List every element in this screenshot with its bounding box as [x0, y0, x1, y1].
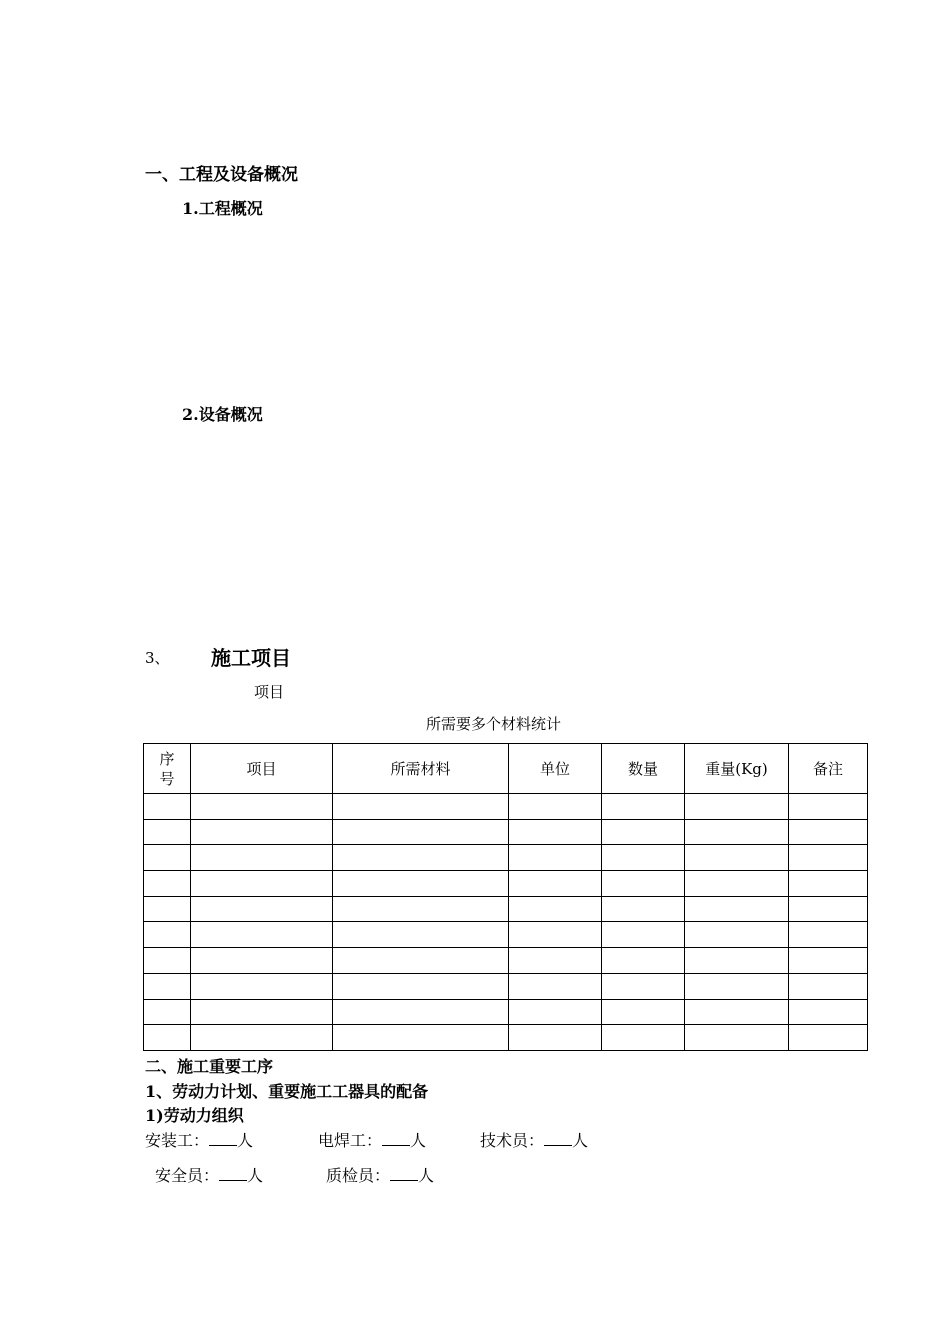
table-cell[interactable]: [333, 794, 509, 820]
table-cell[interactable]: [685, 948, 789, 974]
header-quantity: 数量: [602, 744, 685, 794]
labor-technician: 技术员： 人: [480, 1131, 589, 1150]
table-cell[interactable]: [144, 1025, 191, 1051]
table-cell[interactable]: [191, 871, 333, 897]
table-row: [144, 845, 868, 871]
header-seq: 序 号: [144, 744, 191, 794]
table-cell[interactable]: [789, 922, 868, 948]
table-cell[interactable]: [602, 819, 685, 845]
table-cell[interactable]: [333, 896, 509, 922]
table-cell[interactable]: [333, 948, 509, 974]
section1-title: 一、工程及设备概况: [145, 165, 298, 185]
table-cell[interactable]: [602, 845, 685, 871]
table-cell[interactable]: [191, 999, 333, 1025]
labor-safety: 安全员： 人: [155, 1166, 264, 1185]
table-caption: 所需要多个材料统计: [426, 715, 562, 733]
qc-label: 质检员：: [326, 1166, 391, 1185]
table-cell[interactable]: [685, 819, 789, 845]
installer-blank[interactable]: [209, 1131, 237, 1146]
table-cell[interactable]: [333, 819, 509, 845]
table-cell[interactable]: [509, 1025, 602, 1051]
table-row: [144, 973, 868, 999]
table-cell[interactable]: [144, 922, 191, 948]
table-cell[interactable]: [789, 845, 868, 871]
table-cell[interactable]: [333, 845, 509, 871]
table-cell[interactable]: [191, 819, 333, 845]
table-cell[interactable]: [144, 999, 191, 1025]
subsection-project-overview: 1.工程概况: [182, 199, 263, 218]
table-cell[interactable]: [602, 948, 685, 974]
subsection-equipment-overview: 2.设备概况: [182, 405, 263, 424]
table-cell[interactable]: [789, 1025, 868, 1051]
table-cell[interactable]: [509, 948, 602, 974]
header-unit: 单位: [509, 744, 602, 794]
table-cell[interactable]: [685, 973, 789, 999]
table-cell[interactable]: [602, 999, 685, 1025]
table-cell[interactable]: [685, 845, 789, 871]
table-cell[interactable]: [509, 794, 602, 820]
table-cell[interactable]: [144, 896, 191, 922]
table-cell[interactable]: [144, 845, 191, 871]
section2-title: 二、施工重要工序: [145, 1057, 274, 1076]
table-cell[interactable]: [602, 973, 685, 999]
table-cell[interactable]: [144, 819, 191, 845]
table-cell[interactable]: [333, 1025, 509, 1051]
table-cell[interactable]: [602, 794, 685, 820]
item3-label: 项目: [254, 683, 285, 701]
table-cell[interactable]: [191, 1025, 333, 1051]
item3-title: 施工项目: [211, 646, 291, 670]
table-cell[interactable]: [602, 896, 685, 922]
item3-number: 3、: [145, 649, 170, 667]
table-cell[interactable]: [685, 1025, 789, 1051]
header-materials: 所需材料: [333, 744, 509, 794]
table-cell[interactable]: [789, 999, 868, 1025]
welder-blank[interactable]: [382, 1131, 410, 1146]
table-cell[interactable]: [144, 948, 191, 974]
table-cell[interactable]: [602, 1025, 685, 1051]
table-row: [144, 948, 868, 974]
table-cell[interactable]: [191, 794, 333, 820]
safety-label: 安全员：: [155, 1166, 220, 1185]
table-cell[interactable]: [789, 871, 868, 897]
welder-label: 电焊工：: [318, 1131, 383, 1150]
table-cell[interactable]: [685, 999, 789, 1025]
table-cell[interactable]: [191, 973, 333, 999]
table-cell[interactable]: [509, 845, 602, 871]
table-row: [144, 1025, 868, 1051]
table-row: [144, 819, 868, 845]
table-cell[interactable]: [602, 871, 685, 897]
table-cell[interactable]: [509, 896, 602, 922]
materials-table: [143, 743, 868, 1051]
header-item: 项目: [191, 744, 333, 794]
table-cell[interactable]: [789, 896, 868, 922]
header-remarks: 备注: [789, 744, 868, 794]
table-cell[interactable]: [789, 948, 868, 974]
table-header-row: [144, 744, 868, 794]
safety-blank[interactable]: [219, 1166, 247, 1181]
table-cell[interactable]: [509, 871, 602, 897]
labor-qc: 质检员： 人: [326, 1166, 435, 1185]
table-cell[interactable]: [191, 845, 333, 871]
table-cell[interactable]: [509, 999, 602, 1025]
table-cell[interactable]: [685, 871, 789, 897]
table-cell[interactable]: [685, 896, 789, 922]
table-row: [144, 794, 868, 820]
table-row: [144, 999, 868, 1025]
subsection-labor-plan: 1、劳动力计划、重要施工工器具的配备: [145, 1082, 429, 1101]
table-row: [144, 871, 868, 897]
technician-blank[interactable]: [544, 1131, 572, 1146]
table-cell[interactable]: [789, 819, 868, 845]
table-cell[interactable]: [144, 871, 191, 897]
qc-blank[interactable]: [390, 1166, 418, 1181]
table-cell[interactable]: [144, 794, 191, 820]
table-cell[interactable]: [333, 973, 509, 999]
labor-installer: 安装工： 人: [145, 1131, 254, 1150]
table-cell[interactable]: [333, 999, 509, 1025]
table-cell[interactable]: [685, 794, 789, 820]
table-cell[interactable]: [191, 896, 333, 922]
technician-label: 技术员：: [480, 1131, 545, 1150]
table-cell[interactable]: [191, 948, 333, 974]
installer-label: 安装工：: [145, 1131, 210, 1150]
table-cell[interactable]: [789, 794, 868, 820]
table-cell[interactable]: [509, 819, 602, 845]
table-cell[interactable]: [789, 973, 868, 999]
table-row: [144, 922, 868, 948]
table-cell[interactable]: [333, 871, 509, 897]
labor-welder: 电焊工： 人: [318, 1131, 427, 1150]
table-cell[interactable]: [333, 922, 509, 948]
header-weight: 重量(Kg): [685, 744, 789, 794]
table-cell[interactable]: [509, 922, 602, 948]
table-cell[interactable]: [685, 922, 789, 948]
table-cell[interactable]: [509, 973, 602, 999]
subsection-labor-org: 1)劳动力组织: [145, 1106, 244, 1125]
table-cell[interactable]: [191, 922, 333, 948]
table-cell[interactable]: [602, 922, 685, 948]
table-row: [144, 896, 868, 922]
table-cell[interactable]: [144, 973, 191, 999]
